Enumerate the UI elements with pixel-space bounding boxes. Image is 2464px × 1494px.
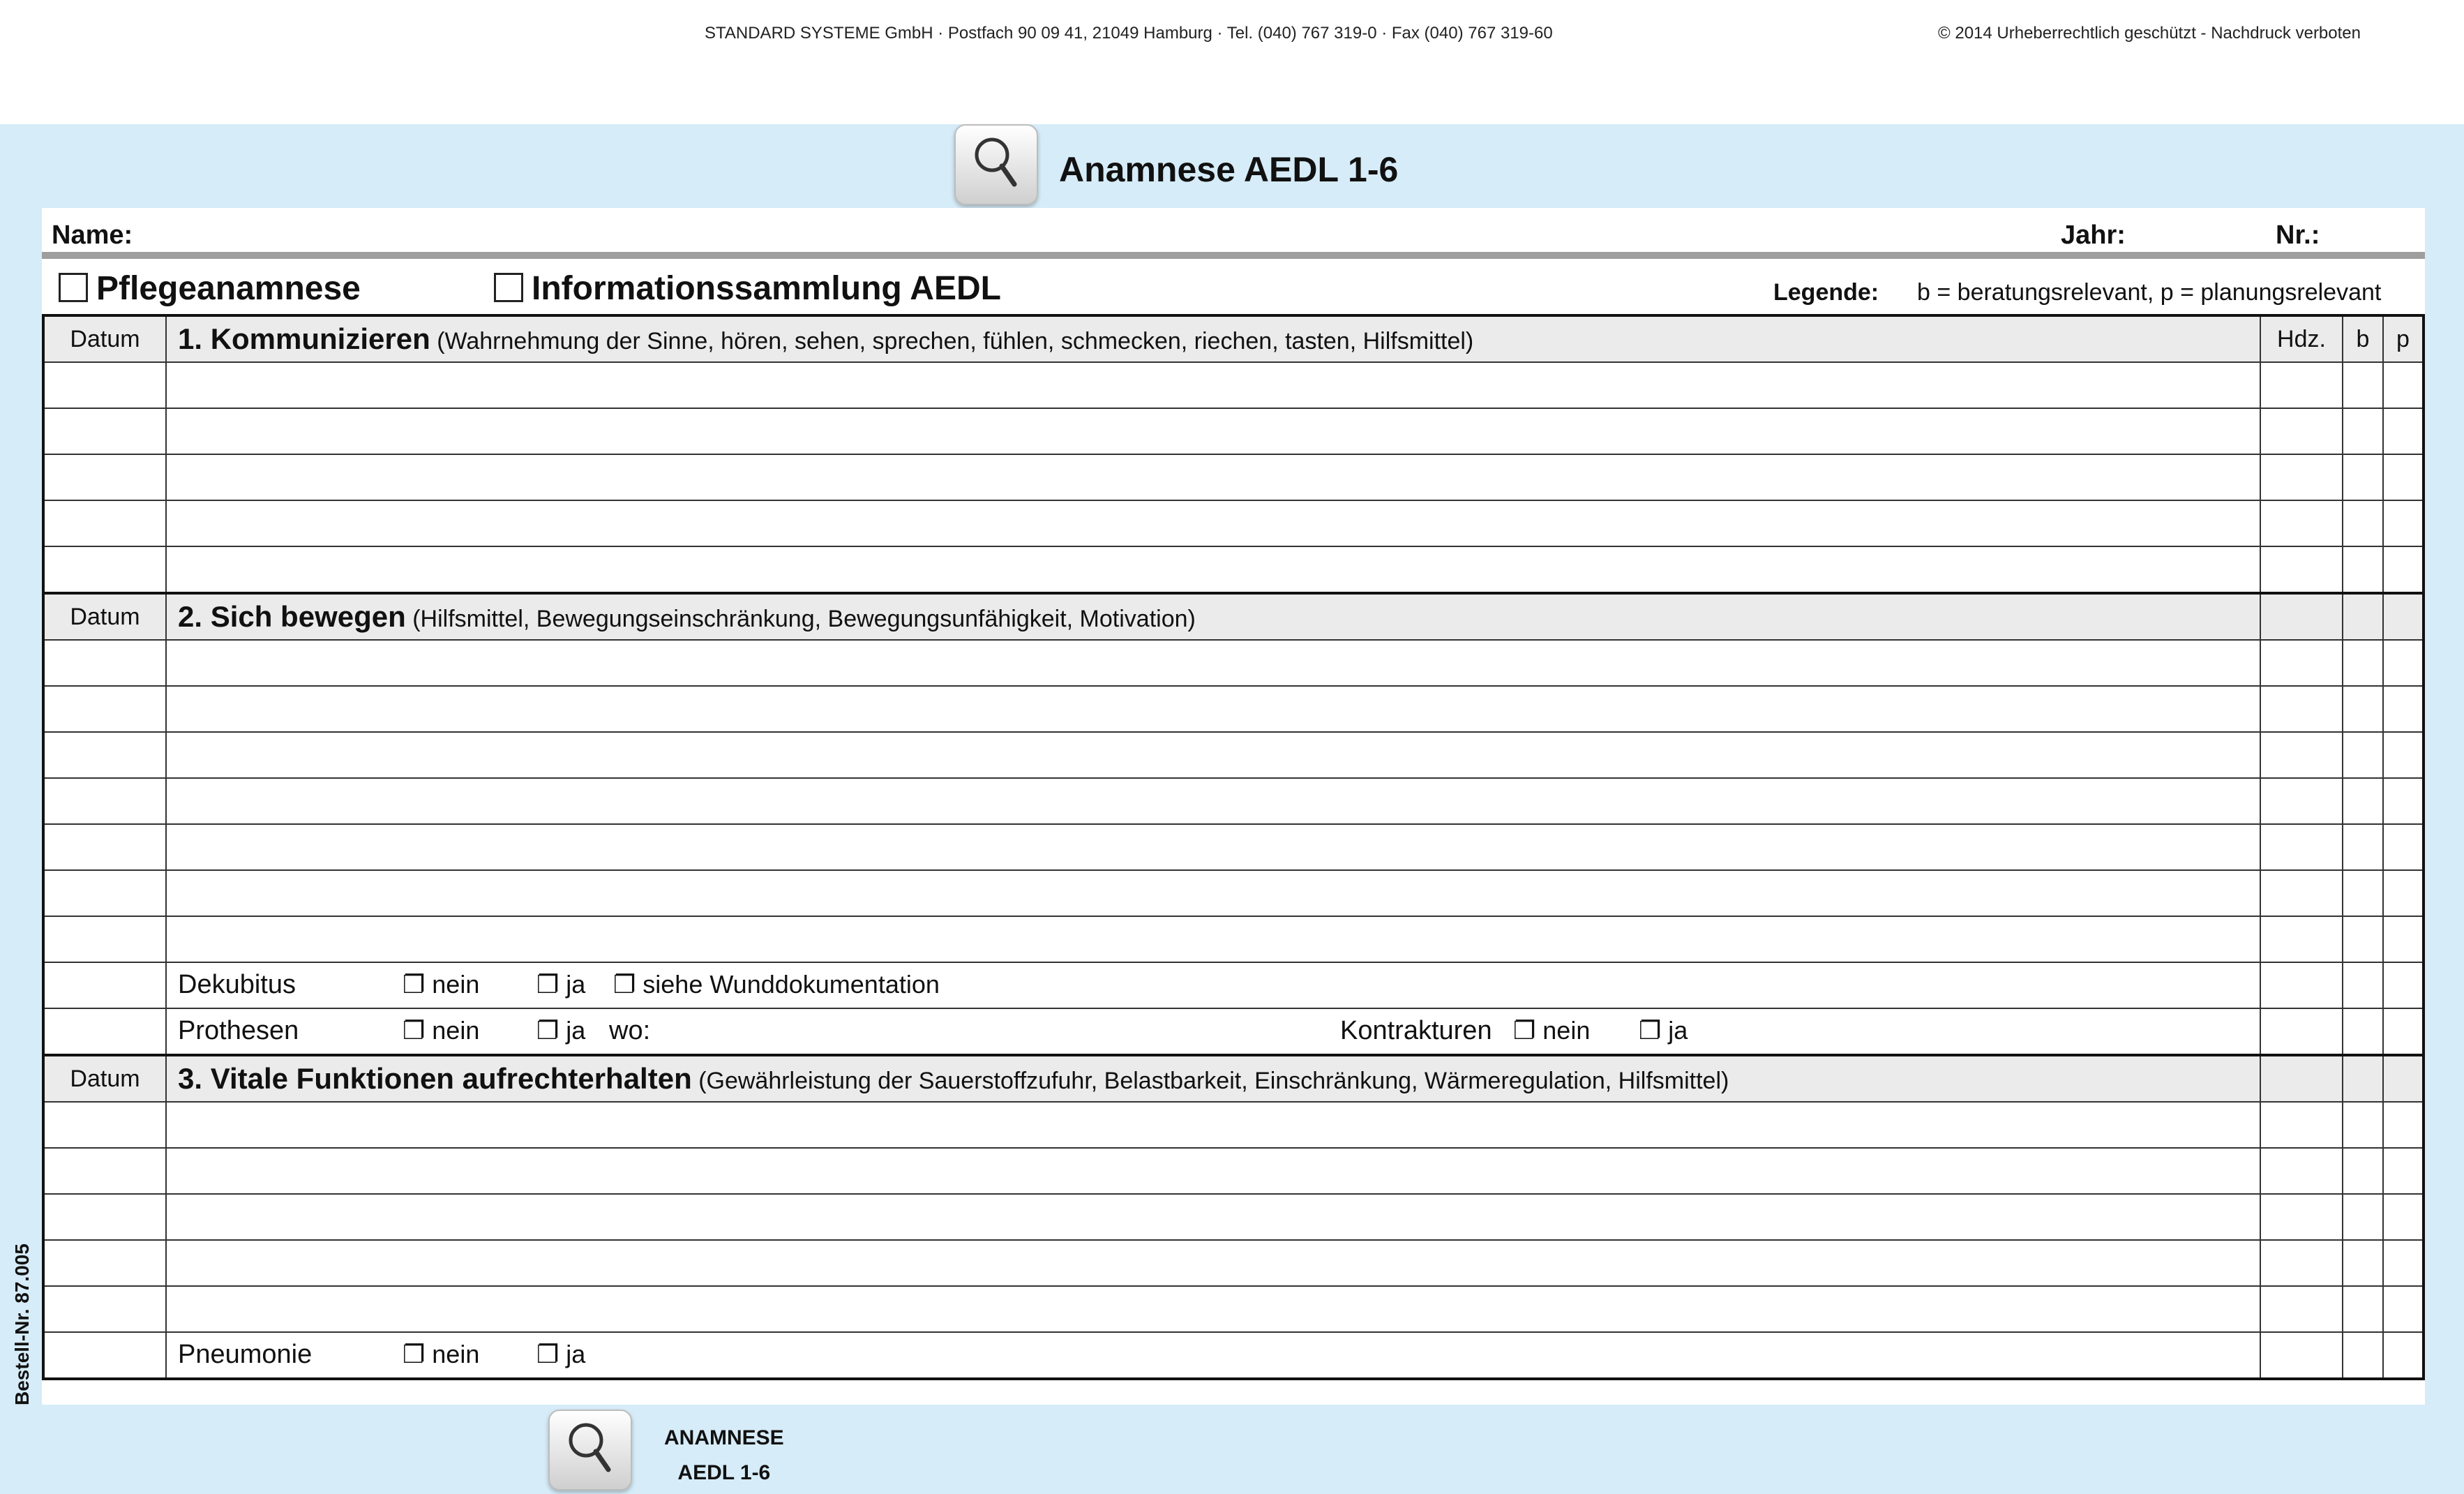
table-row[interactable]: [43, 454, 2424, 500]
datum-header: Datum: [43, 315, 166, 362]
magnifier-icon: [548, 1410, 632, 1491]
table-row[interactable]: [43, 1102, 2424, 1148]
hdz-header: Hdz.: [2260, 315, 2343, 362]
prothesen-label: Prothesen: [178, 1016, 299, 1045]
table-row[interactable]: [43, 824, 2424, 870]
aedl-table: [42, 314, 2425, 1380]
pneumonie-row: [43, 1332, 2424, 1379]
section-subtitle: (Hilfsmittel, Bewegungseinschränkung, Bewegungsunfähigkeit, Motivation): [412, 606, 1196, 632]
footer-title-line2: AEDL 1-6: [677, 1461, 771, 1484]
section-title-cell: [166, 593, 2260, 640]
pflegeanamnese-option[interactable]: Pflegeanamnese: [59, 269, 361, 308]
kontrakturen-label: Kontrakturen: [1340, 1016, 1492, 1045]
pneumonie-ja-checkbox[interactable]: ❐ ja: [536, 1340, 586, 1368]
footer-title-line1: ANAMNESE: [664, 1426, 784, 1449]
table-row[interactable]: [43, 1148, 2424, 1194]
table-row[interactable]: [43, 408, 2424, 454]
section-title-cell: [166, 1055, 2260, 1102]
table-row[interactable]: [43, 546, 2424, 593]
section-subtitle: (Gewährleistung der Sauerstoffzufuhr, Belastbarkeit, Einschränkung, Wärmeregulation, Hilfsmittel): [698, 1068, 1729, 1094]
section-title: 2. Sich bewegen: [178, 600, 406, 633]
publisher-info: STANDARD SYSTEME GmbH · Postfach 90 09 41, 21049 Hamburg · Tel. (040) 767 319-0 · Fax (040) 767 319-60: [705, 24, 1553, 43]
table-row[interactable]: [43, 732, 2424, 778]
dekubitus-label: Dekubitus: [178, 970, 296, 999]
table-row[interactable]: [43, 1240, 2424, 1286]
prothesen-row: [43, 1008, 2424, 1055]
section-title: 3. Vitale Funktionen aufrechterhalten: [178, 1062, 692, 1095]
prothesen-wo-label: wo:: [609, 1016, 651, 1045]
top-bar: [0, 0, 2464, 124]
legend-text: b = beratungsrelevant, p = planungsrelevant: [1917, 279, 2382, 306]
table-row[interactable]: [43, 686, 2424, 732]
section-title-cell: [166, 315, 2260, 362]
checkbox-icon[interactable]: [59, 273, 88, 302]
table-row[interactable]: [43, 778, 2424, 824]
section-header: [43, 593, 2424, 640]
prothesen-nein-checkbox[interactable]: ❐ nein: [403, 1016, 480, 1045]
jahr-label: Jahr:: [2061, 221, 2126, 250]
footer-title: [664, 1421, 784, 1491]
header-divider: [42, 252, 2425, 259]
pneumonie-label: Pneumonie: [178, 1340, 313, 1369]
table-row[interactable]: [43, 362, 2424, 408]
name-label: Name:: [52, 221, 133, 250]
pneumonie-nein-checkbox[interactable]: ❐ nein: [403, 1340, 480, 1368]
table-row[interactable]: [43, 1286, 2424, 1332]
dekubitus-nein-checkbox[interactable]: ❐ nein: [403, 970, 480, 999]
table-row[interactable]: [43, 870, 2424, 916]
prothesen-ja-checkbox[interactable]: ❐ ja: [536, 1016, 586, 1045]
section-title: 1. Kommunizieren: [178, 322, 430, 355]
informationssammlung-option[interactable]: Informationssammlung AEDL: [494, 269, 1001, 308]
section-header: [43, 1055, 2424, 1102]
table-row[interactable]: [43, 916, 2424, 962]
checkbox-icon[interactable]: [494, 273, 523, 302]
dekubitus-ja-checkbox[interactable]: ❐ ja: [536, 970, 586, 999]
nr-label: Nr.:: [2276, 221, 2320, 250]
magnifier-icon: [954, 124, 1038, 205]
table-row[interactable]: [43, 500, 2424, 546]
datum-header: Datum: [43, 593, 166, 640]
kontrakturen-ja-checkbox[interactable]: ❐ ja: [1639, 1016, 1688, 1045]
order-number: Bestell-Nr. 87.005: [11, 1243, 33, 1405]
legend-label: Legende:: [1773, 279, 1879, 306]
table-row[interactable]: [43, 640, 2424, 686]
section-header: [43, 315, 2424, 362]
dekubitus-row: [43, 962, 2424, 1008]
kontrakturen-nein-checkbox[interactable]: ❐ nein: [1513, 1016, 1591, 1045]
b-header: b: [2343, 315, 2383, 362]
page-title: Anamnese AEDL 1-6: [1059, 150, 1399, 189]
table-row[interactable]: [43, 1194, 2424, 1240]
section-subtitle: (Wahrnehmung der Sinne, hören, sehen, sprechen, fühlen, schmecken, riechen, tasten, Hilfsmittel): [437, 328, 1474, 354]
copyright-notice: © 2014 Urheberrechtlich geschützt - Nachdruck verboten: [1938, 24, 2361, 43]
wunddokumentation-checkbox[interactable]: ❐ siehe Wunddokumentation: [613, 970, 940, 999]
p-header: p: [2383, 315, 2424, 362]
datum-header: Datum: [43, 1055, 166, 1102]
